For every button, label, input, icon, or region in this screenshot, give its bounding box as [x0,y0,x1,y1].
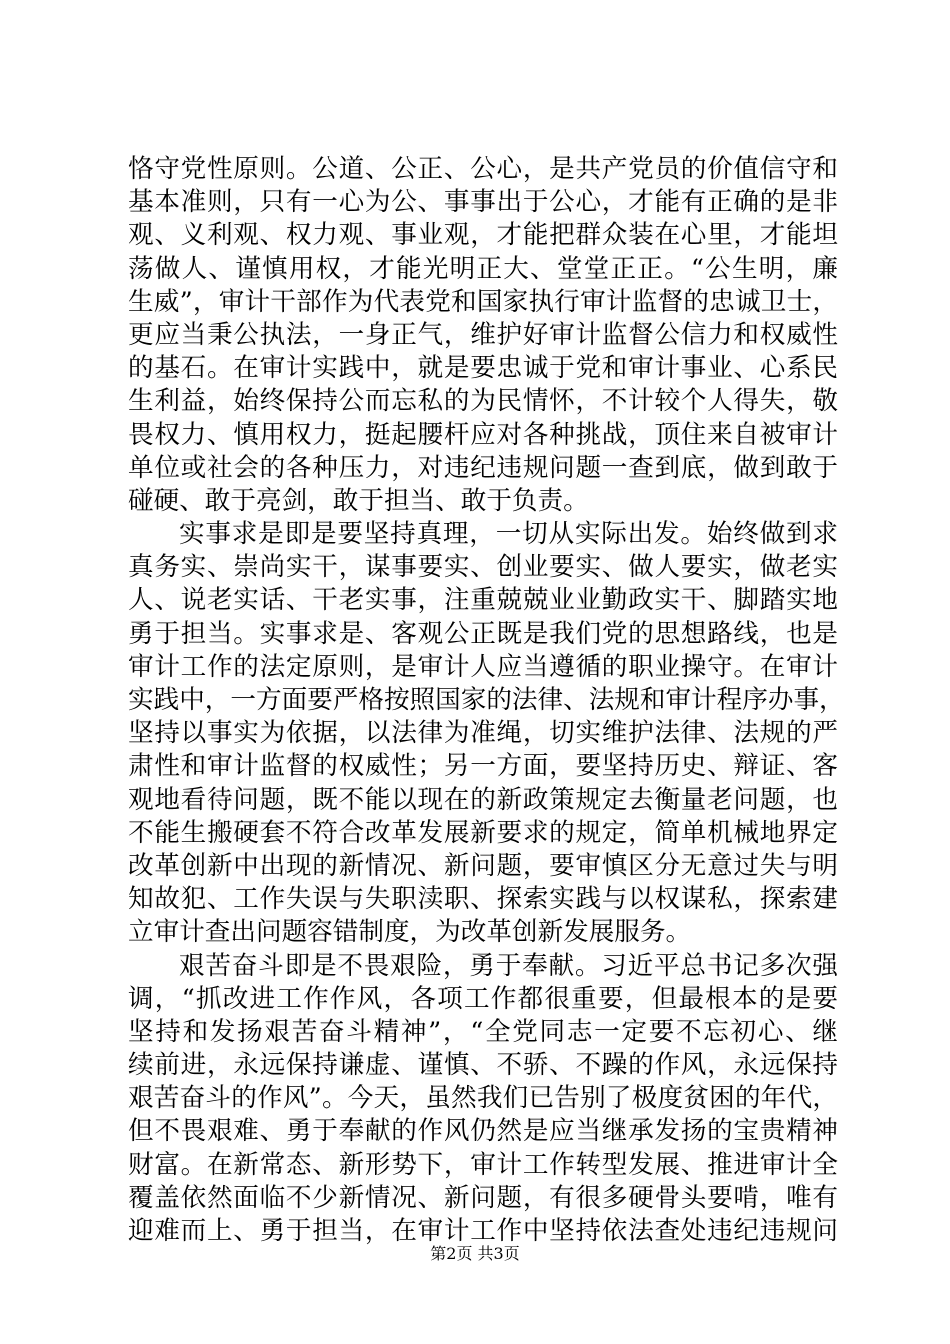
paragraph-line: 改革创新中出现的新情况、新问题，要审慎区分无意过失与明 [128,850,838,881]
paragraph-line: 实事求是即是要坚持真理，一切从实际出发。始终做到求 [179,519,838,550]
paragraph-line: 迎难而上、勇于担当，在审计工作中坚持依法查处违纪违规问 [128,1216,838,1246]
paragraph-line: 基本准则，只有一心为公、事事出于公心，才能有正确的是非 [128,187,838,218]
paragraph-line: 真务实、崇尚实干，谋事要实、创业要实、做人要实，做老实 [128,552,838,583]
paragraph-line: 畏权力、慎用权力，挺起腰杆应对各种挑战，顶住来自被审计 [128,419,838,450]
paragraph-line: 观地看待问题，既不能以现在的新政策规定去衡量老问题，也 [128,784,838,815]
paragraph-line: 碰硬、敢于亮剑，敢于担当、敢于负责。 [128,485,589,516]
paragraph-line: 立审计查出问题容错制度，为改革创新发展服务。 [128,917,692,948]
document-body [128,153,845,1248]
paragraph [128,518,845,949]
paragraph-line: 续前进，永远保持谦虚、谨慎、不骄、不躁的作风，永远保持 [128,1050,838,1081]
paragraph-line: 恪守党性原则。公道、公正、公心，是共产党员的价值信守和 [128,154,838,184]
page-footer: 第2页 共3页 [430,1244,520,1263]
paragraph-line: 坚持和发扬艰苦奋斗精神”，“全党同志一定要不忘初心、继 [128,1016,838,1047]
paragraph-line: 坚持以事实为依据，以法律为准绳，切实维护法律、法规的严 [128,718,838,749]
paragraph-line: 财富。在新常态、新形势下，审计工作转型发展、推进审计全 [128,1149,838,1180]
paragraph-line: 调，“抓改进工作作风，各项工作都很重要，但最根本的是要 [128,983,838,1014]
paragraph-line: 审计工作的法定原则，是审计人应当遵循的职业操守。在审计 [128,651,838,682]
paragraph-line: 生威”，审计干部作为代表党和国家执行审计监督的忠诚卫士， [128,286,838,317]
paragraph-line: 观、义利观、权力观、事业观，才能把群众装在心里，才能坦 [128,220,838,251]
paragraph-line: 不能生搬硬套不符合改革发展新要求的规定，简单机械地界定 [128,817,838,848]
paragraph-line: 生利益，始终保持公而忘私的为民情怀，不计较个人得失，敬 [128,386,838,417]
paragraph-line: 勇于担当。实事求是、客观公正既是我们党的思想路线，也是 [128,618,838,649]
paragraph-line: 覆盖依然面临不少新情况、新问题，有很多硬骨头要啃，唯有 [128,1182,838,1213]
paragraph-line: 但不畏艰难、勇于奉献的作风仍然是应当继承发扬的宝贵精神 [128,1116,838,1147]
paragraph [128,153,838,518]
paragraph-line: 实践中，一方面要严格按照国家的法律、法规和审计程序办事， [128,685,845,715]
paragraph-line: 的基石。在审计实践中，就是要忠诚于党和审计事业、心系民 [128,353,838,384]
paragraph-line: 艰苦奋斗即是不畏艰险，勇于奉献。习近平总书记多次强 [179,950,838,981]
paragraph-line: 人、说老实话、干老实事，注重兢兢业业勤政实干、脚踏实地 [128,585,838,616]
paragraph-line: 更应当秉公执法，一身正气，维护好审计监督公信力和权威性 [128,319,838,350]
paragraph-line: 艰苦奋斗的作风”。今天，虽然我们已告别了极度贫困的年代， [128,1083,838,1114]
paragraph-line: 荡做人、谨慎用权，才能光明正大、堂堂正正。“公生明，廉 [128,253,838,284]
paragraph [128,950,838,1249]
paragraph-line: 单位或社会的各种压力，对违纪违规问题一查到底，做到敢于 [128,452,838,483]
paragraph-line: 肃性和审计监督的权威性；另一方面，要坚持历史、辩证、客 [128,751,838,782]
paragraph-line: 知故犯、工作失误与失职渎职、探索实践与以权谋私，探索建 [128,884,838,915]
